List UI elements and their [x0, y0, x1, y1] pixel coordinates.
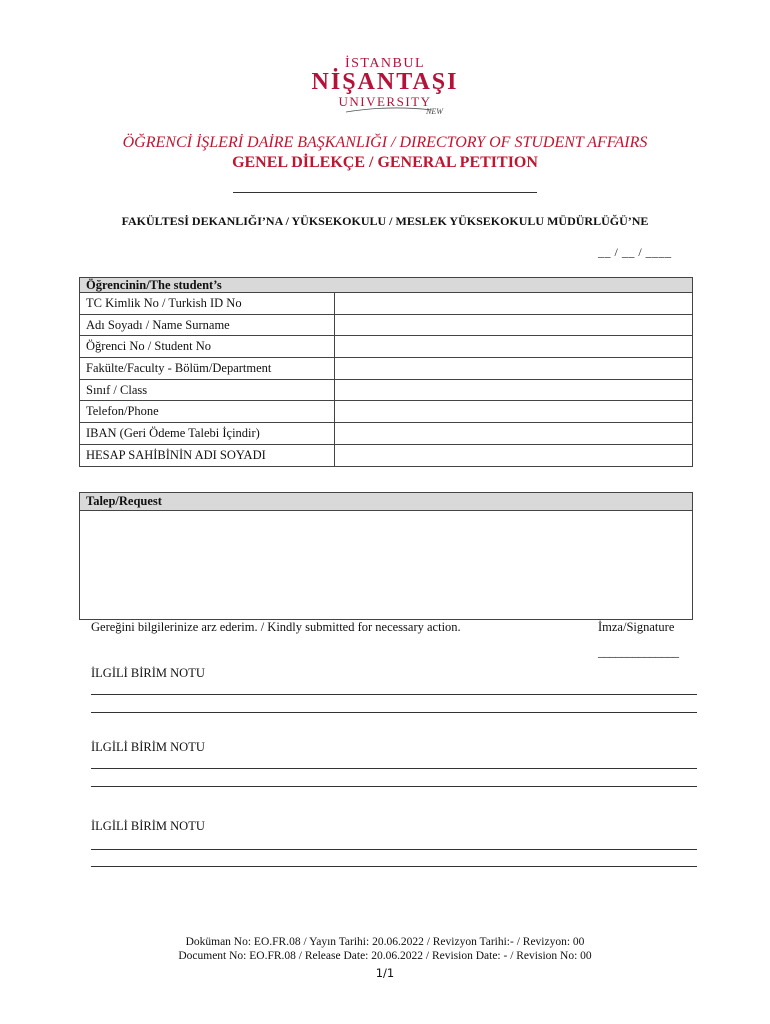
iban-field[interactable] [335, 423, 693, 445]
tc-id-label: TC Kimlik No / Turkish ID No [80, 293, 335, 315]
unit-note-title: İLGİLİ BİRİM NOTU [91, 740, 205, 754]
unit-note-line[interactable] [91, 768, 697, 769]
petition-title: GENEL DİLEKÇE / GENERAL PETITION [232, 154, 538, 171]
request-body-field[interactable] [80, 511, 692, 619]
unit-note-line[interactable] [91, 712, 697, 713]
table-row [80, 379, 693, 401]
class-label: Sınıf / Class [80, 379, 335, 401]
class-field[interactable] [335, 379, 693, 401]
date-field[interactable]: __ / __ / ____ [598, 245, 672, 259]
student-table-header: Öğrencinin/The student’s [80, 278, 693, 293]
table-row [80, 314, 693, 336]
unit-note-line[interactable] [91, 786, 697, 787]
phone-label: Telefon/Phone [80, 401, 335, 423]
directory-title: ÖĞRENCİ İŞLERİ DAİRE BAŞKANLIĞI / DIRECTORY OF STUDENT AFFAIRS [122, 134, 648, 151]
name-label: Adı Soyadı / Name Surname [80, 314, 335, 336]
logo-swoosh-icon [344, 104, 434, 114]
faculty-department-field[interactable] [335, 358, 693, 380]
table-row [80, 444, 693, 466]
submit-statement: Gereğini bilgilerinize arz ederim. / Kindly submitted for necessary action. [91, 620, 461, 634]
student-info-table [79, 277, 693, 467]
request-box [79, 492, 693, 620]
account-holder-label: HESAP SAHİBİNİN ADI SOYADI [80, 444, 335, 466]
logo-istanbul: İSTANBUL [344, 56, 426, 71]
unit-note-line[interactable] [91, 849, 697, 850]
signature-field[interactable]: ______________ [598, 645, 679, 659]
logo-university: UNIVERSITY [338, 94, 432, 109]
signature-label: İmza/Signature [598, 620, 675, 634]
logo-nisantasi: NİŞANTAŞI [311, 69, 459, 95]
unit-note-line[interactable] [91, 866, 697, 867]
student-no-label: Öğrenci No / Student No [80, 336, 335, 358]
phone-field[interactable] [335, 401, 693, 423]
footer-document-info-tr: Doküman No: EO.FR.08 / Yayın Tarihi: 20.06.2022 / Revizyon Tarihi:- / Revizyon: 00 [185, 936, 585, 948]
tc-id-field[interactable] [335, 293, 693, 315]
unit-note-line[interactable] [91, 694, 697, 695]
name-field[interactable] [335, 314, 693, 336]
request-header: Talep/Request [80, 493, 692, 511]
unit-note-title: İLGİLİ BİRİM NOTU [91, 819, 205, 833]
table-row [80, 401, 693, 423]
table-row [80, 293, 693, 315]
unit-note-title: İLGİLİ BİRİM NOTU [91, 666, 205, 680]
faculty-addressee: FAKÜLTESİ DEKANLIĞI’NA / YÜKSEKOKULU / MESLEK YÜKSEKOKULU MÜDÜRLÜĞÜ’NE [121, 214, 649, 228]
faculty-name-blank[interactable] [233, 192, 537, 193]
page-number: 1/1 [375, 966, 395, 980]
iban-label: IBAN (Geri Ödeme Talebi İçindir) [80, 423, 335, 445]
table-row [80, 423, 693, 445]
table-row [80, 358, 693, 380]
table-row [80, 336, 693, 358]
faculty-department-label: Fakülte/Faculty - Bölüm/Department [80, 358, 335, 380]
logo-new-tag: NEW [426, 107, 443, 116]
account-holder-field[interactable] [335, 444, 693, 466]
footer-document-info-en: Document No: EO.FR.08 / Release Date: 20.06.2022 / Revision Date: - / Revision No: 00 [178, 950, 592, 962]
student-no-field[interactable] [335, 336, 693, 358]
